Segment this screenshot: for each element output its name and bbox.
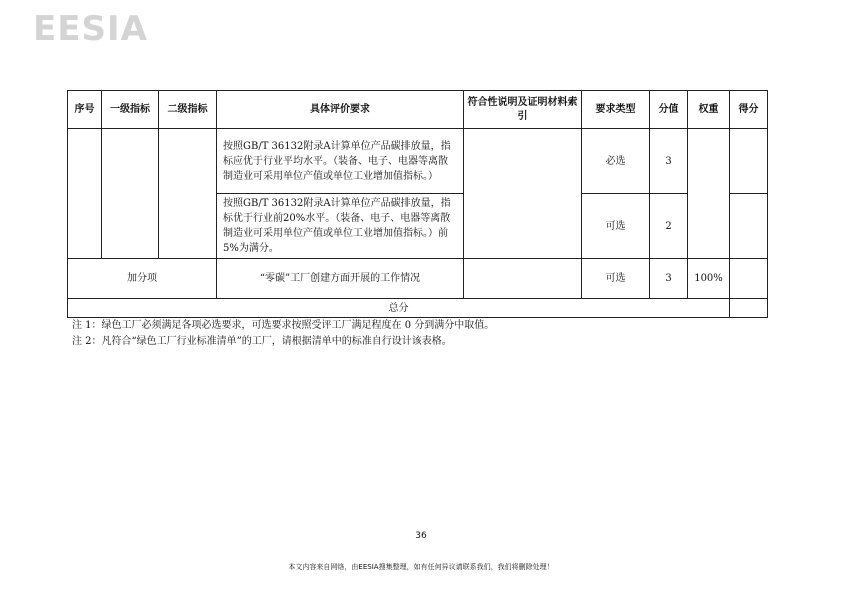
bonus-evidence [464, 259, 582, 299]
points-cell [730, 129, 768, 194]
header-seq: 序号 [68, 91, 102, 129]
req-type-cell: 可选 [582, 194, 650, 259]
req-type-cell: 必选 [582, 129, 650, 194]
footer-disclaimer: 本文内容来自网络，由EESIA搜集整理，如有任何异议请联系我们，我们将删除处理！ [288, 563, 554, 571]
header-score: 分值 [650, 91, 688, 129]
bonus-requirement: “零碳”工厂创建方面开展的工作情况 [217, 259, 464, 299]
bonus-weight: 100% [688, 259, 730, 299]
header-level1: 一级指标 [102, 91, 159, 129]
total-label: 总分 [68, 299, 730, 318]
requirement-cell: 按照GB/T 36132附录A计算单位产品碳排放量，指标应优于行业平均水平。（装备、电子、电器等离散制造业可采用单位产值或单位工业增加值指标。） [217, 129, 464, 194]
header-req-type: 要求类型 [582, 91, 650, 129]
bonus-req-type: 可选 [582, 259, 650, 299]
table-notes [72, 318, 494, 350]
eesia-logo: EESIA [33, 9, 148, 49]
header-points: 得分 [730, 91, 768, 129]
bonus-score: 3 [650, 259, 688, 299]
points-cell [730, 194, 768, 259]
evidence-cell [464, 129, 582, 259]
bonus-label: 加分项 [68, 259, 217, 299]
header-requirement: 具体评价要求 [217, 91, 464, 129]
level1-cell [102, 129, 159, 259]
note-1: 注 1：绿色工厂必须满足各项必选要求，可选要求按照受评工厂满足程度在 0 分到满分中取值。 [72, 320, 495, 331]
score-cell: 2 [650, 194, 688, 259]
seq-cell [68, 129, 102, 259]
note-2: 注 2：凡符合“绿色工厂行业标准清单”的工厂，请根据清单中的标准自行设计该表格。 [72, 336, 452, 347]
header-level2: 二级指标 [159, 91, 217, 129]
page-number: 36 [415, 531, 427, 541]
requirement-cell: 按照GB/T 36132附录A计算单位产品碳排放量，指标优于行业前20%水平。（装备、电子、电器等离散制造业可采用单位产值或单位工业增加值指标。）前5%为满分。 [217, 194, 464, 259]
weight-cell [688, 129, 730, 259]
bonus-points [730, 259, 768, 299]
evaluation-table [67, 90, 768, 318]
total-points [730, 299, 768, 318]
header-weight: 权重 [688, 91, 730, 129]
table-header-row [68, 91, 768, 129]
bonus-row [68, 259, 768, 299]
total-row [68, 299, 768, 318]
score-cell: 3 [650, 129, 688, 194]
header-evidence: 符合性说明及证明材料索引 [464, 91, 582, 129]
table-row [68, 129, 768, 194]
level2-cell [159, 129, 217, 259]
